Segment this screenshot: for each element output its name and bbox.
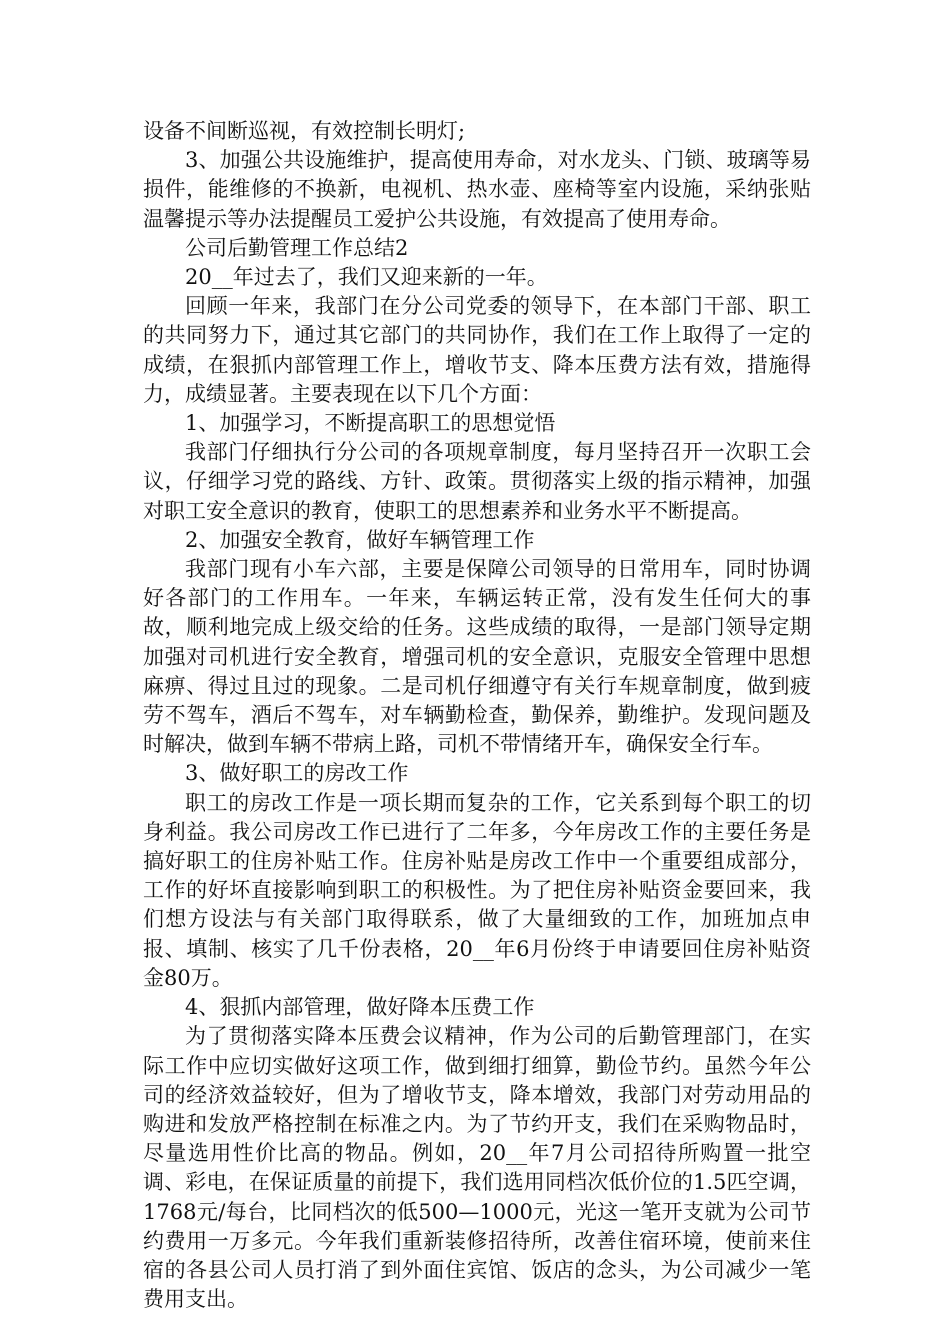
section-title: 公司后勤管理工作总结2 xyxy=(185,235,409,260)
subheading: 3、做好职工的房改工作 xyxy=(185,761,409,786)
paragraph: 3、加强公共设施维护，提高使用寿命，对水龙头、门锁、玻璃等易损件，能维修的不换新，电视机、热水壶、座椅等室内设施，采纳张贴温馨提示等办法提醒员工爱护公共设施，有效提高了使用寿命。 xyxy=(143,148,811,231)
paragraph: 20__年过去了，我们又迎来新的一年。 xyxy=(185,265,548,290)
paragraph: 我部门仔细执行分公司的各项规章制度，每月坚持召开一次职工会议，仔细学习党的路线、方针、政策。贯彻落实上级的指示精神，加强对职工安全意识的教育，使职工的思想素养和业务水平不断提高。 xyxy=(143,440,811,523)
paragraph: 职工的房改工作是一项长期而复杂的工作，它关系到每个职工的切身利益。我公司房改工作已进行了二年多，今年房改工作的主要任务是搞好职工的住房补贴工作。住房补贴是房改工作中一个重要组成部分，工作的好坏直接影响到职工的积极性。为了把住房补贴资金要回来，我们想方设法与有关部门取得联系，做了大量细致的工作，加班加点申报、填制、核实了几千份表格，20__年6月份终于申请要回住房补贴资金80万。 xyxy=(143,790,811,990)
subheading: 1、加强学习，不断提高职工的思想觉悟 xyxy=(185,411,556,436)
paragraph: 为了贯彻落实降本压费会议精神，作为公司的后勤管理部门，在实际工作中应切实做好这项工作，做到细打细算，勤俭节约。虽然今年公司的经济效益较好，但为了增收节支，降本增效，我部门对劳动用品的购进和发放严格控制在标准之内。为了节约开支，我们在采购物品时，尽量选用性价比高的物品。例如，20__年7月公司招待所购置一批空调、彩电，在保证质量的前提下，我们选用同档次低价位的1.5匹空调，1768元/每台，比同档次的低500—1000元，光这一笔开支就为公司节约费用一万多元。今年我们重新装修招待所，改善住宿环境，使前来住宿的各县公司人员打消了到外面住宾馆、饭店的念头，为公司减少一笔费用支出。 xyxy=(143,1024,811,1312)
subheading: 4、狠抓内部管理，做好降本压费工作 xyxy=(185,995,535,1020)
subheading: 2、加强安全教育，做好车辆管理工作 xyxy=(185,527,535,552)
document-page xyxy=(143,117,811,1314)
paragraph: 我部门现有小车六部，主要是保障公司领导的日常用车，同时协调好各部门的工作用车。一年来，车辆运转正常，没有发生任何大的事故，顺利地完成上级交给的任务。这些成绩的取得，一是部门领导定期加强对司机进行安全教育，增强司机的安全意识，克服安全管理中思想麻痹、得过且过的现象。二是司机仔细遵守有关行车规章制度，做到疲劳不驾车，酒后不驾车，对车辆勤检查，勤保养，勤维护。发现问题及时解决，做到车辆不带病上路，司机不带情绪开车，确保安全行车。 xyxy=(143,557,811,757)
paragraph: 回顾一年来，我部门在分公司党委的领导下，在本部门干部、职工的共同努力下，通过其它部门的共同协作，我们在工作上取得了一定的成绩，在狠抓内部管理工作上，增收节支、降本压费方法有效，措施得力，成绩显著。主要表现在以下几个方面： xyxy=(143,294,811,406)
paragraph: 设备不间断巡视，有效控制长明灯; xyxy=(143,119,466,143)
